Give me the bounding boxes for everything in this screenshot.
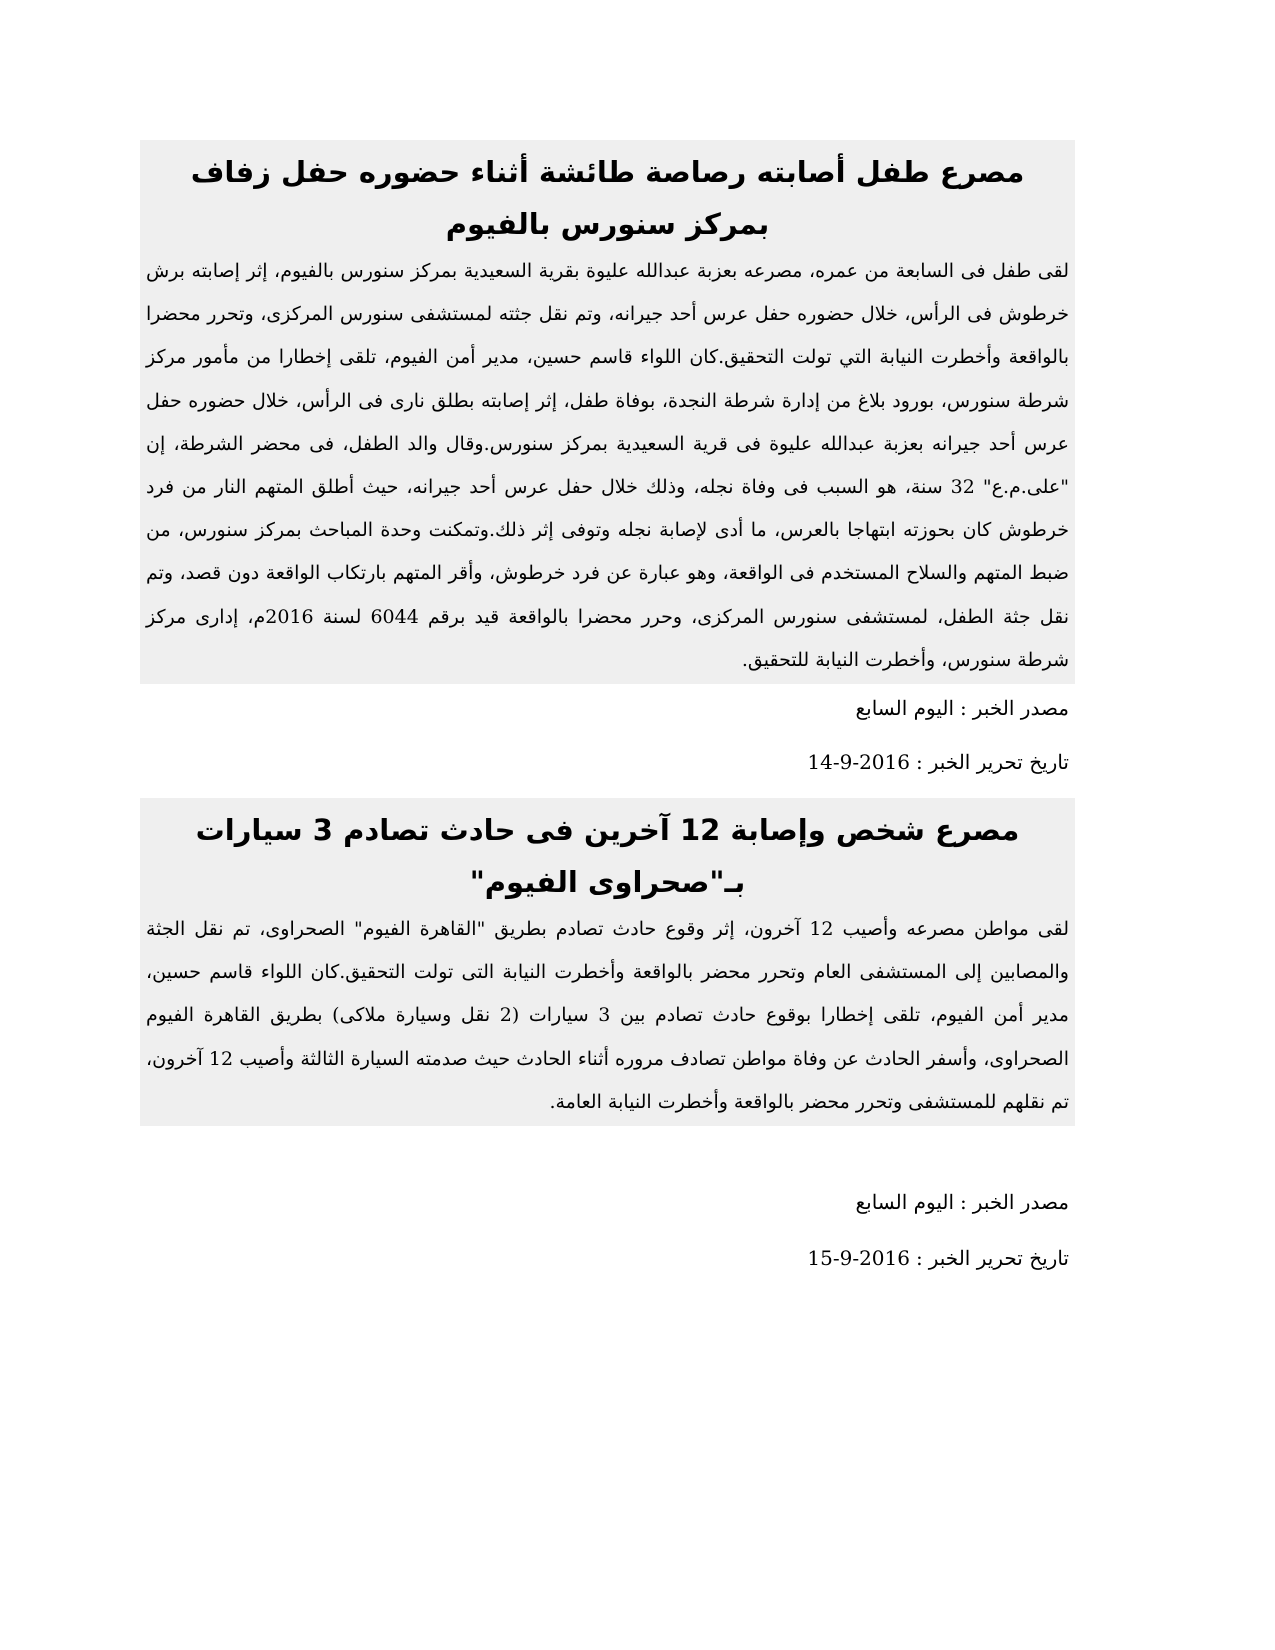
source-label: مصدر الخبر <box>972 696 1069 721</box>
news-article <box>140 798 1075 1272</box>
article-headline: مصرع شخص وإصابة 12 آخرين فى حادث تصادم 3 سيارات بـ"صحراوى الفيوم" <box>195 813 1020 900</box>
meta-separator: : <box>960 696 967 721</box>
meta-separator: : <box>915 750 923 775</box>
article-headline: مصرع طفل أصابته رصاصة طائشة أثناء حضوره حفل زفاف بمركز سنورس بالفيوم <box>190 155 1025 241</box>
document-page <box>140 140 1075 1520</box>
article-highlight-block <box>140 798 1075 1126</box>
meta-separator: : <box>915 1246 923 1271</box>
news-article <box>140 140 1075 776</box>
article-date <box>140 1244 1075 1272</box>
source-value: اليوم السابع <box>855 1190 955 1215</box>
article-body: لقى طفل فى السابعة من عمره، مصرعه بعزبة عبدالله عليوة بقرية السعيدية بمركز سنورس بالفيوم، إثر إصابته برش خرطوش فى الرأس، خلال حضوره حفل عرس أحد جيرانه، وتم نقل جثته لمستشفى سنورس المركزى، وتحرر محضرا بالواقعة وأخطرت النيابة التي تولت التحقيق.كان اللواء قاسم حسين، مدير أمن الفيوم، تلقى إخطارا من مأمور مركز شرطة سنورس، بورود بلاغ من إدارة شرطة النجدة، بوفاة طفل، إثر إصابته بطلق نارى فى الرأس، خلال حضوره حفل عرس أحد جيرانه بعزبة عبدالله عليوة فى قرية السعيدية بمركز سنورس.وقال والد الطفل، فى محضر الشرطة، إن "على.م.ع" 32 سنة، هو السبب فى وفاة نجله، وذلك خلال حفل عرس أحد جيرانه، حيث أطلق المتهم النار من فرد خرطوش كان بحوزته ابتهاجا بالعرس، ما أدى لإصابة نجله وتوفى إثر ذلك.وتمكنت وحدة المباحث بمركز سنورس، من ضبط المتهم والسلاح المستخدم فى الواقعة، وهو عبارة عن فرد خرطوش، وأقر المتهم بارتكاب الواقعة دون قصد، وتم نقل جثة الطفل، لمستشفى سنورس المركزى، وحرر محضرا بالواقعة قيد برقم 6044 لسنة 2016م، إدارى مركز شرطة سنورس، وأخطرت النيابة للتحقيق. <box>146 260 1069 671</box>
article-body: لقى مواطن مصرعه وأصيب 12 آخرون، إثر وقوع حادث تصادم بطريق "القاهرة الفيوم" الصحراوى، تم نقل الجثة والمصابين إلى المستشفى العام وتحرر محضر بالواقعة وأخطرت النيابة التى تولت التحقيق.كان اللواء قاسم حسين، مدير أمن الفيوم، تلقى إخطارا بوقوع حادث تصادم بين 3 سيارات (2 نقل وسيارة ملاكى) بطريق القاهرة الفيوم الصحراوى، وأسفر الحادث عن وفاة مواطن تصادف مروره أثناء الحادث حيث صدمته السيارة الثالثة وأصيب 12 آخرون، تم نقلهم للمستشفى وتحرر محضر بالواقعة وأخطرت النيابة العامة. <box>146 918 1069 1113</box>
source-label: مصدر الخبر <box>972 1190 1069 1215</box>
meta-separator: : <box>960 1190 967 1215</box>
article-highlight-block <box>140 140 1075 684</box>
source-value: اليوم السابع <box>855 696 955 721</box>
article-date <box>140 748 1075 776</box>
article-source <box>140 1188 1075 1216</box>
article-source <box>140 694 1075 722</box>
date-label: تاريخ تحرير الخبر <box>928 1246 1069 1271</box>
date-value: 15-9-2016 <box>807 1246 910 1271</box>
date-label: تاريخ تحرير الخبر <box>928 750 1069 775</box>
date-value: 14-9-2016 <box>807 750 910 775</box>
